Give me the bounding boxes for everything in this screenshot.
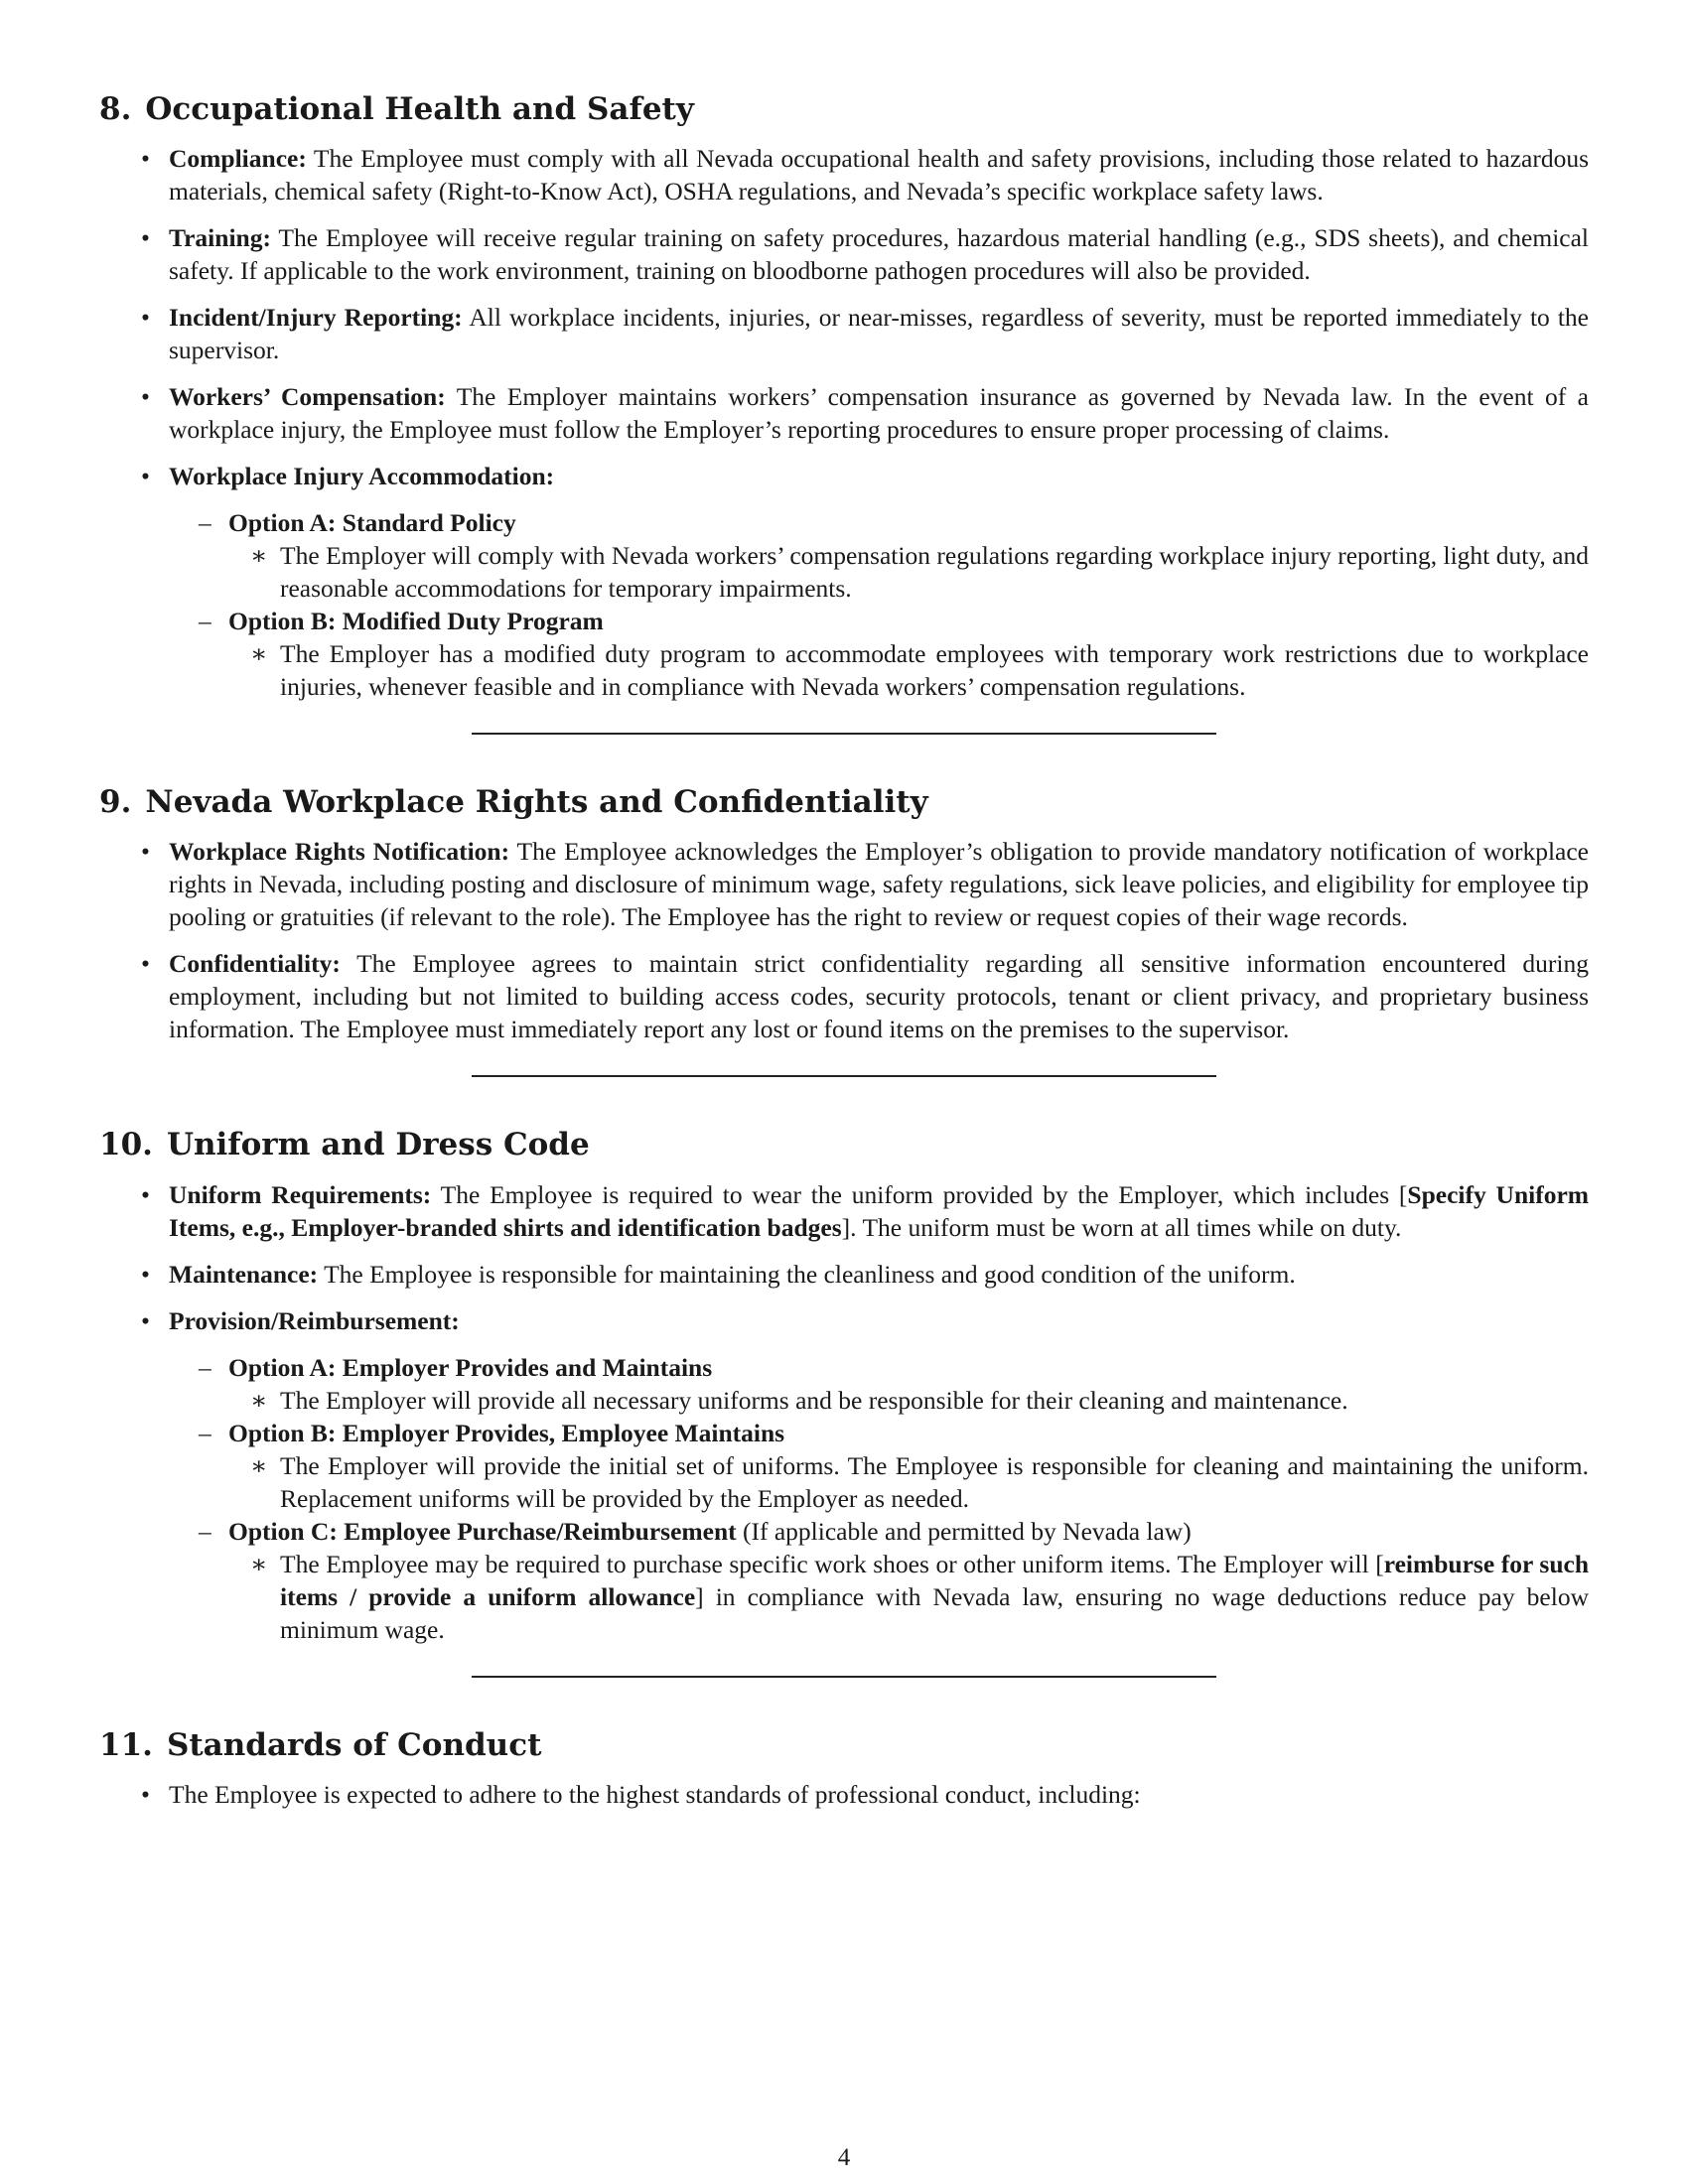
section-workplace-rights: [99, 784, 1589, 1045]
section-title: Occupational Health and Safety: [145, 91, 694, 127]
list-item: [169, 835, 1589, 933]
list-item: [169, 1258, 1589, 1291]
section-divider: [472, 1676, 1216, 1678]
list-item: [169, 460, 1589, 703]
list-item: [169, 1178, 1589, 1244]
section-divider: [472, 733, 1216, 735]
option-item: [228, 506, 1589, 605]
option-title: Option C: Employee Purchase/Reimbursement: [228, 1516, 737, 1546]
item-label: Maintenance:: [169, 1259, 319, 1289]
item-text: The Employee is expected to adhere to the highest standards of professional conduct, including:: [169, 1779, 1141, 1809]
option-list: [169, 1351, 1589, 1646]
bullet-list: [99, 1178, 1589, 1646]
section-number: 11.: [99, 1726, 153, 1763]
option-item: [228, 1351, 1589, 1417]
option-detail: ∗ The Employer will comply with Nevada workers’ compensation regulations regarding workplace injury reporting, light duty, and reasonable accommodations for temporary impairments.: [280, 539, 1589, 605]
option-list: [169, 506, 1589, 703]
section-occupational-health-safety: [99, 91, 1589, 703]
section-number: 10.: [99, 1127, 153, 1163]
section-heading: [99, 1727, 1589, 1764]
option-item: [228, 605, 1589, 703]
section-heading: [99, 1127, 1589, 1163]
item-text: ]. The uniform must be worn at all times while on duty.: [841, 1212, 1402, 1242]
option-detail-text: ] in compliance with Nevada law, ensuring no wage deductions reduce pay below minimum wage.: [280, 1581, 1589, 1644]
option-detail: ∗ The Employer has a modified duty program to accommodate employees with temporary work restrictions due to workplace injuries, whenever feasible and in compliance with Nevada workers’ compensation regulations.: [280, 637, 1589, 703]
list-item: [169, 221, 1589, 287]
item-text: The Employee agrees to maintain strict confidentiality regarding all sensitive information encountered during employment, including but not limited to building access codes, security protocols, tenant or client privacy, and proprietary business information. The Employee must immediately report any lost or found items on the premises to the supervisor.: [169, 949, 1589, 1044]
section-title: Nevada Workplace Rights and Confidentiality: [145, 784, 928, 821]
option-note: (If applicable and permitted by Nevada law): [743, 1516, 1192, 1546]
section-number: 9.: [99, 784, 132, 821]
section-heading: [99, 784, 1589, 821]
option-detail: [280, 1548, 1589, 1646]
section-number: 8.: [99, 91, 132, 127]
option-detail-list: [228, 1449, 1589, 1515]
item-text: The Employer maintains workers’ compensation insurance as governed by Nevada law. In the event of a workplace injury, the Employee must follow the Employer’s reporting procedures to ensure proper processing of claims.: [169, 382, 1589, 445]
option-detail-list: [228, 637, 1589, 703]
item-label: Training:: [169, 223, 271, 253]
placeholder-text: Specify Uniform Items, e.g., Employer-branded shirts and identification badges: [169, 1179, 1590, 1242]
item-text: All workplace incidents, injuries, or near-misses, regardless of severity, must be reported immediately to the supervisor.: [169, 303, 1589, 365]
option-detail-list: [228, 539, 1589, 605]
item-label: Workplace Rights Notification:: [169, 837, 510, 867]
option-detail-text: The Employee may be required to purchase specific work shoes or other uniform items. The Employer will [: [280, 1549, 1384, 1578]
option-item: [228, 1417, 1589, 1515]
item-label: Provision/Reimbursement:: [169, 1305, 460, 1335]
section-heading: [99, 91, 1589, 128]
option-detail-list: [228, 1384, 1589, 1417]
section-title: Standards of Conduct: [166, 1726, 542, 1763]
item-label: Workplace Injury Accommodation:: [169, 462, 555, 491]
section-standards-of-conduct: [99, 1727, 1589, 1811]
item-text: The Employee is required to wear the uniform provided by the Employer, which includes [: [440, 1179, 1408, 1209]
item-label: Confidentiality:: [169, 949, 341, 979]
section-title: Uniform and Dress Code: [166, 1127, 590, 1163]
item-text: The Employee will receive regular training on safety procedures, hazardous material handling (e.g., SDS sheets), and chemical safety. If applicable to the work environment, training on bloodborne pathogen procedures will also be provided.: [169, 223, 1589, 286]
option-title: Option B: Modified Duty Program: [228, 607, 604, 636]
section-divider: [472, 1075, 1216, 1077]
placeholder-text: reimburse for such items / provide a uniform allowance: [280, 1549, 1589, 1611]
list-item: [169, 380, 1589, 446]
option-title: Option A: Employer Provides and Maintains: [228, 1352, 713, 1382]
option-title: Option A: Standard Policy: [228, 508, 516, 538]
list-item: [169, 142, 1589, 207]
option-title: Option B: Employer Provides, Employee Maintains: [228, 1418, 785, 1447]
list-item: [169, 1304, 1589, 1646]
page-number: 4: [837, 2144, 851, 2171]
document-page: [99, 91, 1589, 1825]
list-item: [169, 947, 1589, 1045]
item-label: Uniform Requirements:: [169, 1179, 432, 1209]
option-detail: ∗ The Employer will provide the initial set of uniforms. The Employee is responsible for cleaning and maintaining the uniform. Replacement uniforms will be provided by the Employer as needed.: [280, 1449, 1589, 1515]
bullet-list: [99, 835, 1589, 1045]
list-item: [169, 1778, 1589, 1811]
item-label: Incident/Injury Reporting:: [169, 303, 463, 333]
option-detail-list: [228, 1548, 1589, 1646]
item-label: Compliance:: [169, 144, 307, 174]
option-item: [228, 1515, 1589, 1646]
item-label: Workers’ Compensation:: [169, 382, 446, 412]
bullet-list: [99, 142, 1589, 703]
item-text: The Employee must comply with all Nevada occupational health and safety provisions, including those related to hazardous materials, chemical safety (Right-to-Know Act), OSHA regulations, and Nevada’s specific workplace safety laws.: [169, 144, 1590, 206]
option-detail: ∗ The Employer will provide all necessary uniforms and be responsible for their cleaning and maintenance.: [280, 1384, 1589, 1417]
section-uniform-dress-code: [99, 1127, 1589, 1645]
item-text: The Employee is responsible for maintaining the cleanliness and good condition of the uniform.: [324, 1259, 1296, 1289]
bullet-list: [99, 1778, 1589, 1811]
list-item: [169, 301, 1589, 366]
item-text: The Employee acknowledges the Employer’s obligation to provide mandatory notification of workplace rights in Nevada, including posting and disclosure of minimum wage, safety regulations, sick leave policies, and eligibility for employee tip pooling or gratuities (if relevant to the role). The Employee has the right to review or request copies of their wage records.: [169, 837, 1589, 932]
